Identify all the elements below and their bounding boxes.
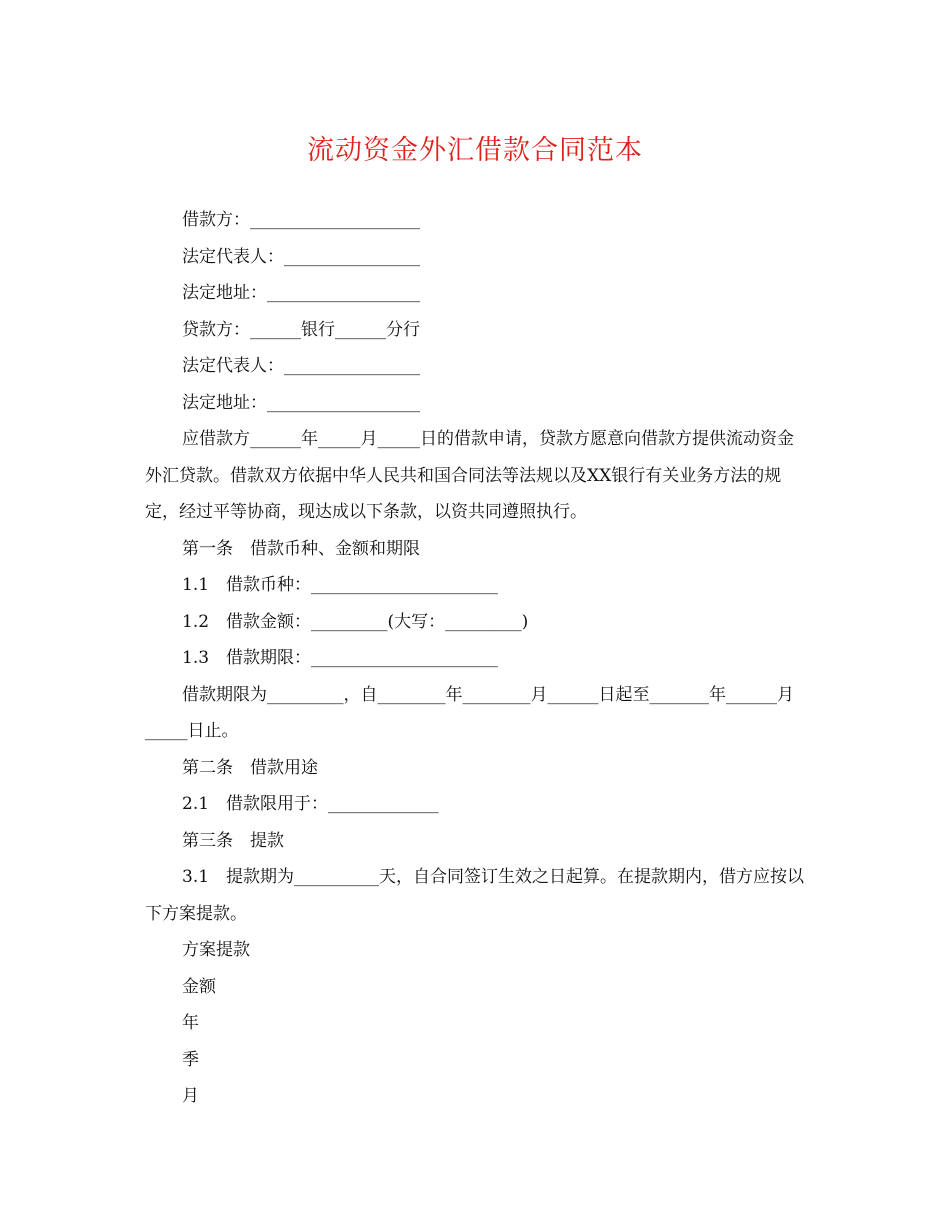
document-body — [145, 202, 810, 1115]
article3-heading: 第三条 提款 — [182, 830, 284, 851]
article2-item1: 2.1 借款限用于：_____________ — [182, 794, 439, 814]
article3-item1: 3.1 提款期为__________天，自合同签订生效之日起算。在提款期内，借方应按以下方案提款。 — [145, 867, 805, 924]
borrower-representative-line: 法定代表人：________________ — [182, 246, 420, 267]
lender-representative-line: 法定代表人：________________ — [182, 356, 420, 376]
lender-line: 贷款方：______银行______分行 — [182, 319, 420, 340]
document-title: 流动资金外汇借款合同范本 — [307, 135, 643, 166]
lender-address-line: 法定地址：__________________ — [182, 392, 420, 413]
article2-heading: 第二条 借款用途 — [182, 757, 318, 778]
article1-item1: 1.1 借款币种：______________________ — [182, 575, 499, 595]
loan-period-paragraph: 借款期限为_________，自________年________月______日起至_______年______月_____日止。 — [145, 684, 794, 741]
table-label-plan: 方案提款 — [182, 940, 250, 960]
table-label-amount: 金额 — [182, 976, 216, 997]
article1-heading: 第一条 借款币种、金额和期限 — [182, 538, 420, 559]
borrower-address-line: 法定地址：__________________ — [182, 283, 420, 303]
article1-item3: 1.3 借款期限：______________________ — [182, 648, 499, 668]
table-label-year: 年 — [182, 1013, 199, 1033]
intro-paragraph: 应借款方______年_____月_____日的借款申请，贷款方愿意向借款方提供流动资金外汇贷款。借款双方依据中华人民共和国合同法等法规以及XX银行有关业务方法的规定，经过平等协商，现达成以下条款，以资共同遵照执行。 — [145, 429, 794, 522]
borrower-line: 借款方：____________________ — [182, 210, 420, 230]
article1-item2: 1.2 借款金额：_________(大写：_________) — [182, 611, 529, 632]
table-label-quarter: 季 — [182, 1049, 199, 1070]
table-label-month: 月 — [182, 1086, 199, 1106]
